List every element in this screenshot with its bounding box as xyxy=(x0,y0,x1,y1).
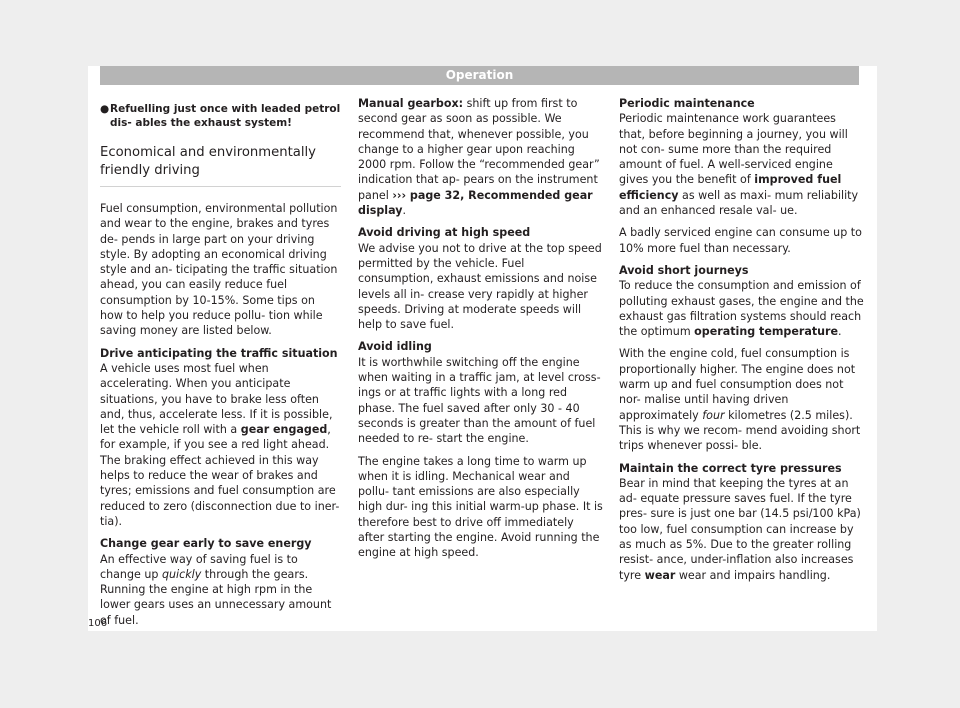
heading-tyre-pressure: Maintain the correct tyre pressures xyxy=(619,461,842,475)
paragraph-idling-2: The engine takes a long time to warm up when it is idling. Mechanical wear and pollu- tant emissions are also especially high dur- ing this initial warm-up phase. It is therefore best to drive off immediately after starting the engine. Avoid running the engine at high speed. xyxy=(358,454,603,560)
paragraph-maintenance-2: A badly serviced engine can consume up to 10% more fuel than necessary. xyxy=(619,226,862,255)
page-number: 106 xyxy=(88,618,108,629)
paragraph-high-speed: We advise you not to drive at the top speed permitted by the vehicle. Fuel consumption, exhaust emissions and noise levels all in- crease very rapidly at higher speeds. Driving at moderate speeds will help to save fuel. xyxy=(358,241,602,332)
manual-page xyxy=(88,66,877,631)
column-middle xyxy=(358,96,603,568)
column-right xyxy=(619,96,864,590)
heading-change-gear: Change gear early to save energy xyxy=(100,537,312,551)
heading-high-speed: Avoid driving at high speed xyxy=(358,226,531,240)
paragraph-tyre-pressure: Bear in mind that keeping the tyres at an ad- equate pressure saves fuel. If the tyre pres- sure is just one bar (14.5 psi/100 kPa) too low, fuel consumption can increase by as much as 5%. Due to the greater rolling resist- ance, under-inflation also increases tyre wear wear and impairs handling. xyxy=(619,476,861,582)
heading-idling: Avoid idling xyxy=(358,340,432,354)
paragraph-short-2: With the engine cold, fuel consumption is proportionally higher. The engine does not warm up and fuel consumption does not nor- malise until having driven approximately four kilometres (2.5 miles). This is why we recom- mend avoiding short trips whenever possi- ble. xyxy=(619,347,861,453)
paragraph-change-gear: An effective way of saving fuel is to change up quickly through the gears. Running the engine at high rpm in the lower gears uses an unnecessary amount of fuel. xyxy=(100,552,332,627)
warning-note xyxy=(100,102,341,130)
bullet-icon: ● xyxy=(100,103,110,115)
intro-paragraph: Fuel consumption, environmental pollution and wear to the engine, brakes and tyres de- pends in large part on your driving style. By adopting an economical driving style and an- ticipating the traffic situation ahead, you can easily reduce fuel consumption by 10-15%. Some tips on how to help you reduce pollu- tion while saving money are listed below. xyxy=(100,202,338,338)
paragraph-manual-gearbox: Manual gearbox: shift up from first to second gear as soon as possible. We recommend that, whenever possible, you change to a higher gear upon reaching 2000 rpm. Follow the “recommended gear” indication that ap- pears on the instrument panel ››› page 32, Recommended gear display. xyxy=(358,97,600,218)
heading-anticipating: Drive anticipating the traffic situation xyxy=(100,346,338,360)
warning-text: Refuelling just once with leaded petrol dis- ables the exhaust system! xyxy=(110,103,341,129)
paragraph-anticipating: A vehicle uses most fuel when accelerating. When you anticipate situations, you have to brake less often and, thus, accelerate less. If it is possible, let the vehicle roll with a gear engaged, for example, if you see a red light ahead. The braking effect achieved in this way helps to reduce the wear of brakes and tyres; emissions and fuel consumption are reduced to zero (disconnection due to iner- tia). xyxy=(100,361,340,528)
page-reference-link[interactable]: ››› page 32, Recommended gear display xyxy=(358,188,593,218)
heading-short-journeys: Avoid short journeys xyxy=(619,263,749,277)
heading-maintenance: Periodic maintenance xyxy=(619,97,755,110)
paragraph-maintenance-1: Periodic maintenance work guarantees that, before beginning a journey, you will not con- sume more than the required amount of fuel. A well-serviced engine gives you the benefit of improved fuel efficiency as well as maxi- mum reliability and an enhanced resale val- ue. xyxy=(619,112,859,218)
column-left xyxy=(100,96,341,635)
page-header: Operation xyxy=(100,66,859,85)
paragraph-idling-1: It is worthwhile switching off the engine when waiting in a traffic jam, at level cross- ings or at traffic lights with a long red phase. The fuel saved after only 30 - 40 seconds is greater than the amount of fuel needed to re- start the engine. xyxy=(358,355,601,446)
paragraph-short-1: To reduce the consumption and emission of polluting exhaust gases, the engine and the exhaust gas filtration systems should reach the optimum operating temperature. xyxy=(619,279,864,339)
section-title: Economical and environmentally friendly driving xyxy=(100,144,341,187)
